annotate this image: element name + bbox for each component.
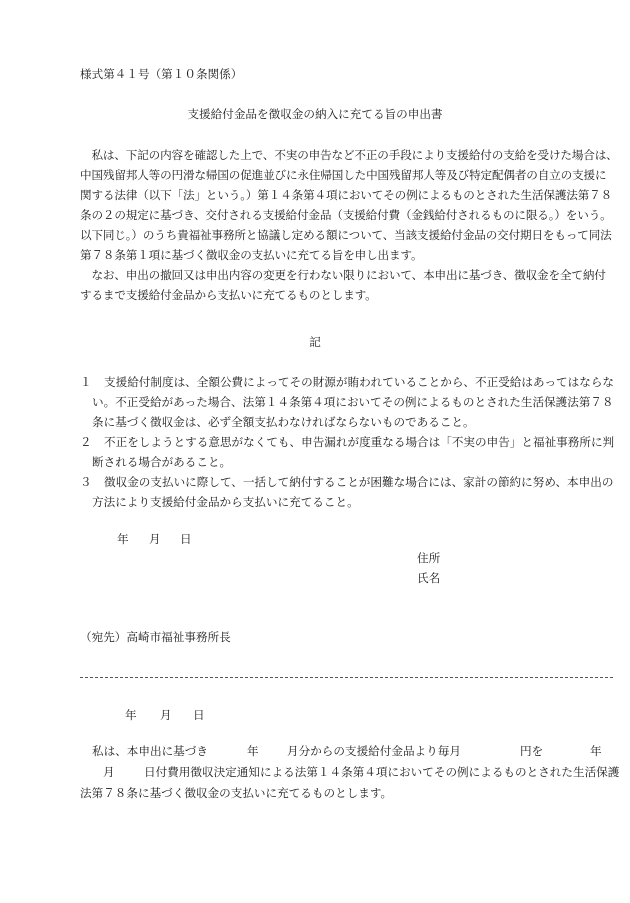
addressee: （宛先）高崎市福祉事務所長 <box>80 630 231 644</box>
body-line: なお、申出の撤回又は申出内容の変更を行わない限りにおいて、本申出に基づき、徴収金を全て納付 <box>80 268 606 282</box>
name-label: 氏名 <box>417 571 441 585</box>
day-label: 日 <box>193 708 205 722</box>
body-line: 第７８条第１項に基づく徴収金の支払いに充てる旨を申し出ます。 <box>80 248 423 262</box>
list-item-number: １ <box>80 375 92 389</box>
cut-line-divider <box>80 677 613 678</box>
statement-text: 法第７８条に基づく徴収金の支払いに充てるものとします。 <box>80 786 393 800</box>
list-item-number: ２ <box>80 435 92 449</box>
year-label: 年 <box>247 744 259 758</box>
year-label: 年 <box>117 532 129 546</box>
body-line: 以下同じ。）のうち貴福祉事務所と協議し定める額について、当該支援給付金品の交付期日をもって同法 <box>80 228 612 242</box>
year-label: 年 <box>590 744 602 758</box>
statement-text: 日付費用徴収決定通知による法第１４条第４項においてその例によるものとされた生活保護 <box>144 765 620 779</box>
list-item-cont: 条に基づく徴収金は、必ず全額支払わなければならないものであること。 <box>92 415 475 429</box>
document-title: 支援給付金品を徴収金の納入に充てる旨の申出書 <box>187 107 443 121</box>
form-number: 様式第４１号（第１０条関係） <box>80 67 243 81</box>
list-item-cont: い。不正受給があった場合、法第１４条第４項においてその例によるものとされた生活保護法第７８ <box>92 395 614 409</box>
month-label: 月 <box>103 765 115 779</box>
body-line: するまで支援給付金品から支払いに充てるものとします。 <box>80 288 377 302</box>
list-item: 支援給付制度は、全額公費によってその財源が賄われていることから、不正受給はあってはならな <box>104 375 615 389</box>
month-label: 月 <box>149 532 161 546</box>
list-item-number: ３ <box>80 475 92 489</box>
month-label: 月 <box>160 708 172 722</box>
ki-heading: 記 <box>309 335 321 349</box>
body-line: 私は、下記の内容を確認した上で、不実の申告など不正の手段により支援給付の支給を受けた場合は、 <box>80 148 618 162</box>
list-item: 徴収金の支払いに際して、一括して納付することが困難な場合には、家計の節約に努め、本申出の <box>104 475 614 489</box>
list-item-cont: 方法により支援給付金品から支払いに充てること。 <box>92 495 359 509</box>
body-line: 関する法律（以下「法」という。）第１４条第４項においてその例によるものとされた生活保護法第７８ <box>80 188 613 202</box>
statement-text: 私は、本申出に基づき <box>92 744 208 758</box>
list-item-cont: 断される場合があること。 <box>92 455 232 469</box>
address-label: 住所 <box>417 551 441 565</box>
statement-text: 月分からの支援給付金品より毎月 <box>287 744 461 758</box>
body-line: 条の２の規定に基づき、交付される支援給付金品（支援給付費（金銭給付されるものに限る。）をいう。 <box>80 208 612 222</box>
list-item: 不正をしようとする意思がなくても、申告漏れが度重なる場合は「不実の申告」と福祉事務所に判 <box>104 435 615 449</box>
year-label: 年 <box>125 708 137 722</box>
day-label: 日 <box>180 532 192 546</box>
body-line: 中国残留邦人等の円滑な帰国の促進並びに永住帰国した中国残留邦人等及び特定配偶者の自立の支援に <box>80 168 607 182</box>
statement-text: 円を <box>520 744 544 758</box>
